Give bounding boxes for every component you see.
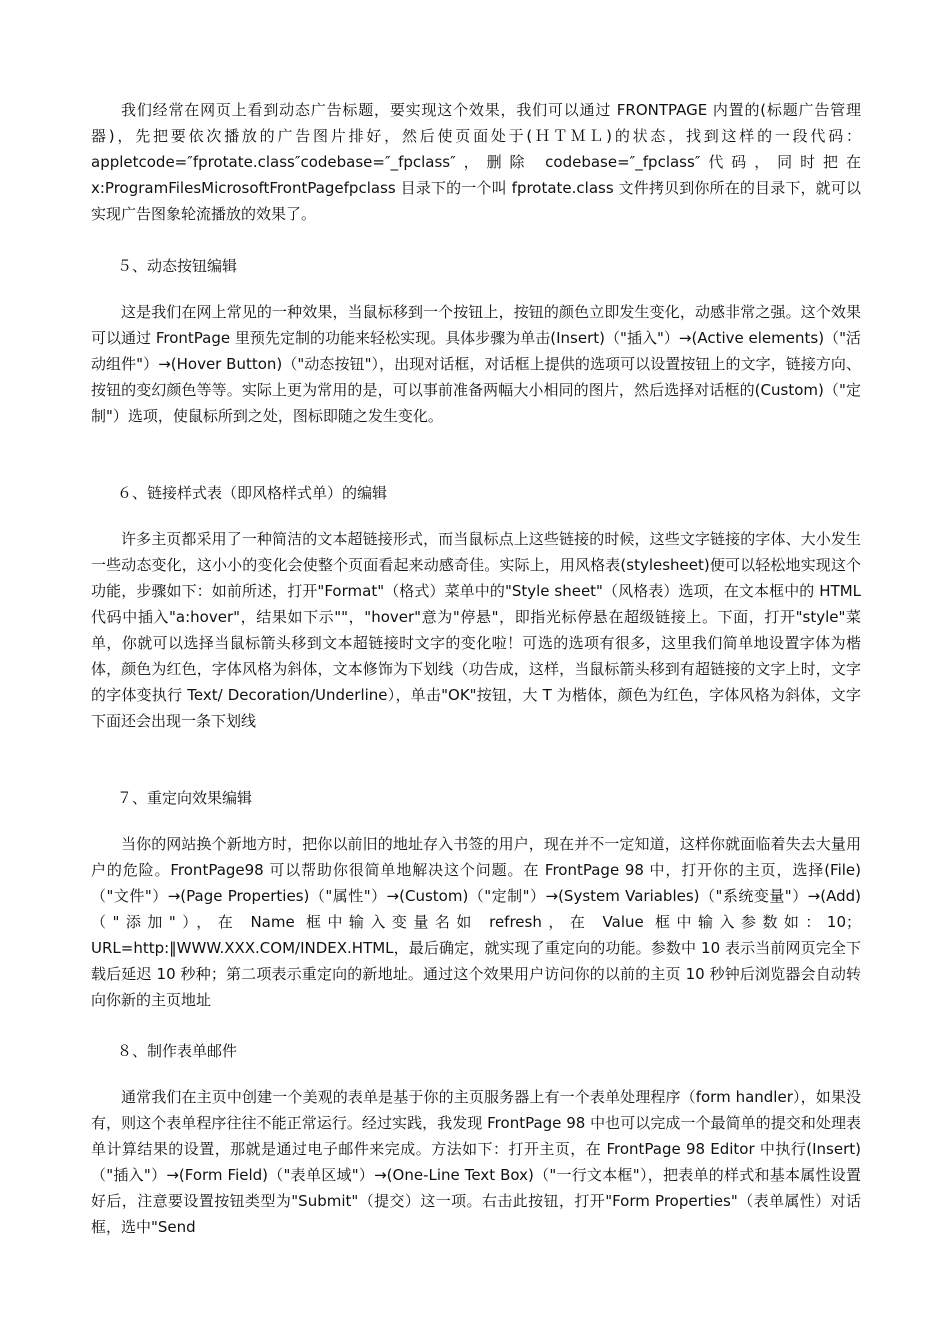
paragraph-redirect: 当你的网站换个新地方时，把你以前旧的地址存入书签的用户，现在并不一定知道，这样你就面临着失去大量用户的危险。FrontPage98 可以帮助你很简单地解决这个问题。在 FrontPage 98 中，打开你的主页，选择(File)（"文件"）→(Page Properties)（"属性"）→(Custom)（"定制"）→(System Variables)（"系统变量"）→(Add)（"添加"），在 Name 框中输入变量名如 refresh，在 Value 框中输入参数如：10；URL=http:‖WWW.XXX.COM/INDEX.HTML，最后确定，就实现了重定向的功能。参数中 10 表示当前网页完全下载后延迟 10 秒种；第二项表示重定向的新地址。通过这个效果用户访问你的以前的主页 10 秒钟后浏览器会自动转向你新的主页地址 — [91, 835, 861, 1009]
section-heading-stylesheet: ６、链接样式表（即风格样式单）的编辑 — [117, 484, 388, 502]
section-heading-form-mail: ８、制作表单邮件 — [117, 1042, 238, 1060]
section-heading-hover-button: ５、动态按钮编辑 — [117, 257, 238, 275]
paragraph-hover-button: 这是我们在网上常见的一种效果，当鼠标移到一个按钮上，按钮的颜色立即发生变化，动感非常之强。这个效果可以通过 FrontPage 里预先定制的功能来轻松实现。具体步骤为单击(Insert)（"插入"）→(Active elements)（"活动组件"）→(Hover Button)（"动态按钮"），出现对话框，对话框上提供的选项可以设置按钮上的文字，链接方向、按钮的变幻颜色等等。实际上更为常用的是，可以事前准备两幅大小相同的图片，然后选择对话框的(Custom)（"定制"）选项，使鼠标所到之处，图标即随之发生变化。 — [91, 303, 861, 425]
paragraph-banner-ads: 我们经常在网页上看到动态广告标题，要实现这个效果，我们可以通过 FRONTPAGE 内置的(标题广告管理器)，先把要依次播放的广告图片排好，然后使页面处于(ＨＴＭＬ)的状态，找到这样的一段代码：appletcode=″fprotate.class″codebase=″_fpclass″，删除 codebase=″_fpclass″代码，同时把在x:ProgramFilesMicrosoftFrontPagefpclass 目录下的一个叫 fprotate.class 文件拷贝到你所在的目录下，就可以实现广告图象轮流播放的效果了。 — [91, 101, 861, 223]
paragraph-form-mail: 通常我们在主页中创建一个美观的表单是基于你的主页服务器上有一个表单处理程序（form handler），如果没有，则这个表单程序往往不能正常运行。经过实践，我发现 FrontPage 98 中也可以完成一个最简单的提交和处理表单计算结果的设置，那就是通过电子邮件来完成。方法如下：打开主页，在 FrontPage 98 Editor 中执行(Insert)（"插入"）→(Form Field)（"表单区域"）→(One-Line Text Box)（"一行文本框"），把表单的样式和基本属性设置好后，注意要设置按钮类型为"Submit"（提交）这一项。右击此按钮，打开"Form Properties"（表单属性）对话框，选中"Send — [91, 1088, 861, 1236]
section-heading-redirect: ７、重定向效果编辑 — [117, 789, 253, 807]
paragraph-stylesheet: 许多主页都采用了一种简洁的文本超链接形式，而当鼠标点上这些链接的时候，这些文字链接的字体、大小发生一些动态变化，这小小的变化会使整个页面看起来动感奇佳。实际上，用风格表(stylesheet)便可以轻松地实现这个功能，步骤如下：如前所述，打开"Format"（格式）菜单中的"Style sheet"（风格表）选项，在文本框中的 HTML 代码中插入"a:hover"，结果如下示""，"hover"意为"停悬"，即指光标停悬在超级链接上。下面，打开"style"菜单，你就可以选择当鼠标箭头移到文本超链接时文字的变化啦！可选的选项有很多，这里我们简单地设置字体为楷体，颜色为红色，字体风格为斜体，文本修饰为下划线（功告成，这样，当鼠标箭头移到有超链接的文字上时，文字的字体变执行 Text/ Decoration/Underline），单击"OK"按钮，大 T 为楷体，颜色为红色，字体风格为斜体，文字下面还会出现一条下划线 — [91, 530, 861, 730]
